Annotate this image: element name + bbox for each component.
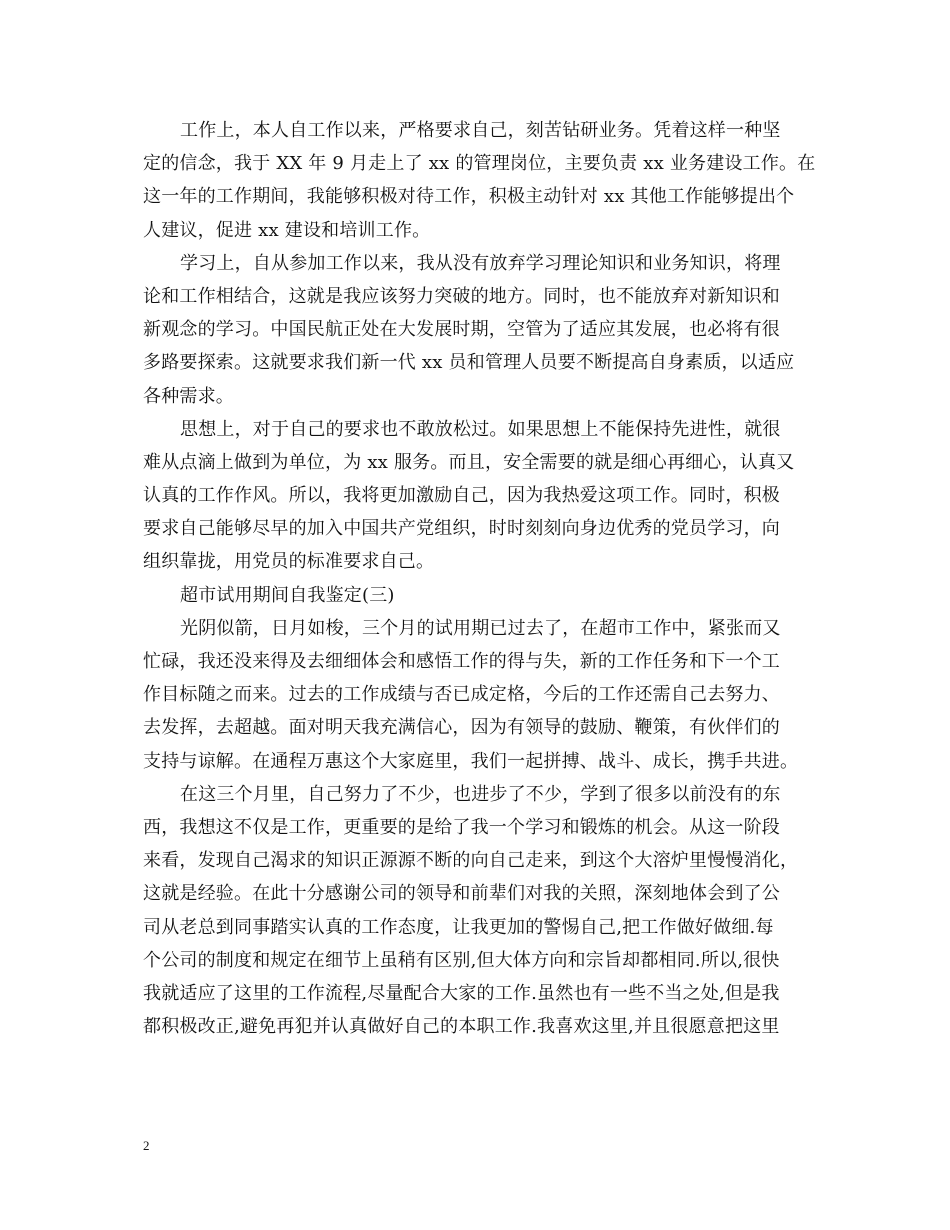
text-line: 我就适应了这里的工作流程,尽量配合大家的工作.虽然也有一些不当之处,但是我: [143, 982, 780, 1004]
text-line: 思想上，对于自己的要求也不敢放松过。如果思想上不能保持先进性，就很: [180, 418, 781, 440]
text-line: 个公司的制度和规定在细节上虽稍有区别,但大体方向和宗旨却都相同.所以,很快: [143, 949, 780, 971]
body-text: [143, 114, 816, 1043]
text-line: 论和工作相结合，这就是我应该努力突破的地方。同时，也不能放弃对新知识和: [143, 285, 780, 307]
text-line: 要求自己能够尽早的加入中国共产党组织，时时刻刻向身边优秀的党员学习，向: [143, 518, 780, 540]
page-number: 2: [143, 1138, 150, 1153]
text-line: 光阴似箭，日月如梭，三个月的试用期已过去了，在超市工作中，紧张而又: [180, 617, 781, 639]
text-line: 作目标随之而来。过去的工作成绩与否已成定格，今后的工作还需自己去努力、: [143, 684, 780, 706]
text-line: 去发挥，去超越。面对明天我充满信心，因为有领导的鼓励、鞭策，有伙伴们的: [143, 717, 780, 739]
text-line: 各种需求。: [143, 385, 234, 407]
text-line: 都积极改正,避免再犯并认真做好自己的本职工作.我喜欢这里,并且很愿意把这里: [143, 1016, 780, 1038]
text-line: 来看，发现自己渴求的知识正源源不断的向自己走来，到这个大溶炉里慢慢消化，: [143, 850, 799, 872]
text-line: 这就是经验。在此十分感谢公司的领导和前辈们对我的关照，深刻地体会到了公: [143, 883, 780, 905]
text-line: 组织靠拢，用党员的标准要求自己。: [143, 551, 435, 573]
text-line: 忙碌，我还没来得及去细细体会和感悟工作的得与失，新的工作任务和下一个工: [143, 651, 780, 672]
text-line: 工作上，本人自工作以来，严格要求自己，刻苦钻研业务。凭着这样一种坚: [180, 120, 781, 141]
text-line: 支持与谅解。在通程万惠这个大家庭里，我们一起拼搏、战斗、成长，携手共进。: [143, 750, 799, 772]
text-line: 多路要探索。这就要求我们新一代 xx 员和管理人员要不断提高自身素质，以适应: [143, 352, 795, 374]
text-line: 难从点滴上做到为单位，为 xx 服务。而且，安全需要的就是细心再细心，认真又: [143, 451, 795, 473]
text-line: 认真的工作作风。所以，我将更加激励自己，因为我热爱这项工作。同时，积极: [143, 485, 780, 507]
text-line: 定的信念，我于 XX 年 9 月走上了 xx 的管理岗位，主要负责 xx 业务建设工作。在: [143, 153, 816, 175]
text-line: 在这三个月里，自己努力了不少，也进步了不少，学到了很多以前没有的东: [180, 783, 781, 805]
text-line: 新观念的学习。中国民航正处在大发展时期，空管为了适应其发展，也必将有很: [143, 319, 780, 341]
text-line: 学习上，自从参加工作以来，我从没有放弃学习理论知识和业务知识，将理: [180, 252, 781, 274]
text-line: 西，我想这不仅是工作，更重要的是给了我一个学习和锻炼的机会。从这一阶段: [143, 816, 780, 838]
text-line: 人建议，促进 xx 建设和培训工作。: [143, 219, 431, 241]
section-heading: 超市试用期间自我鉴定(三): [180, 584, 395, 606]
text-line: 这一年的工作期间，我能够积极对待工作，积极主动针对 xx 其他工作能够提出个: [143, 186, 795, 208]
text-line: 司从老总到同事踏实认真的工作态度，让我更加的警惕自己,把工作做好做细.每: [143, 916, 774, 938]
